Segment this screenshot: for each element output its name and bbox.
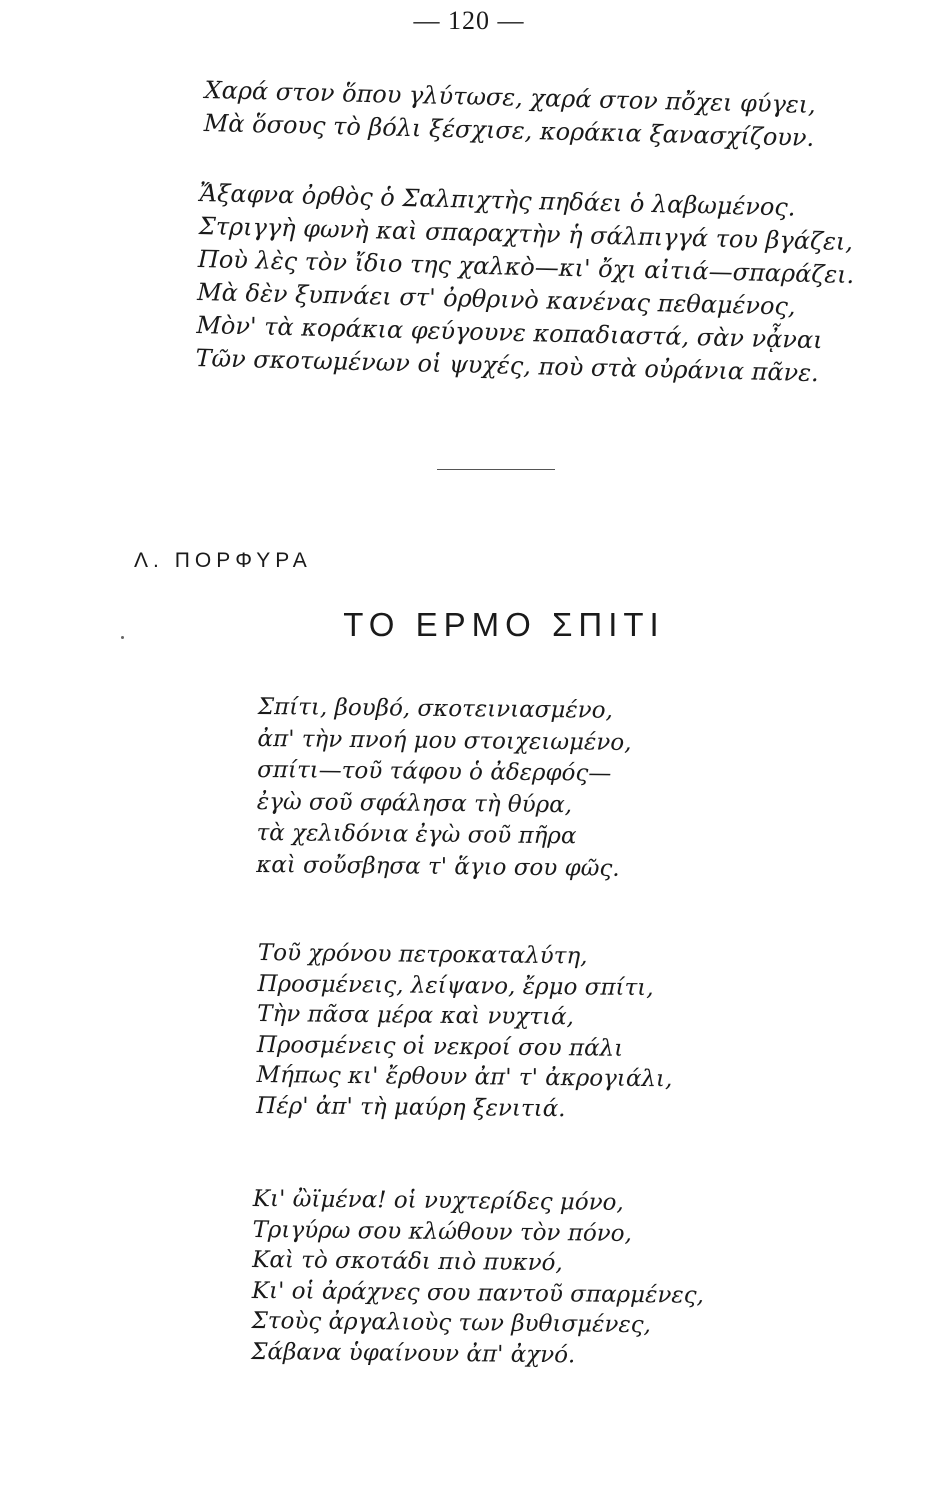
verse-line: Μὰ ὅσους τὸ βόλι ξέσχισε, κοράκια ξανασχίζουν. [203,108,815,152]
verse-line: Ἄξαφνα ὀρθὸς ὁ Σαλπιχτὴς πηδάει ὁ λαβωμένος. [199,178,796,222]
verse-line: Στοὺς ἀργαλιοὺς των βυθισμένες, [251,1307,652,1339]
poem-author: Λ. ΠΟΡΦΥΡΑ [134,549,312,572]
verse-line: Κι' οἱ ἀράχνες σου παντοῦ σπαρμένες, [251,1277,705,1309]
verse-line: Στριγγὴ φωνὴ καὶ σπαραχτὴν ἡ σάλπιγγά του βγάζει, [198,211,854,256]
page-number: — 120 — [413,6,525,35]
verse-line: Πέρ' ἀπ' τὴ μαύρη ξενιτιά. [256,1092,566,1122]
verse-line: σπίτι—τοῦ τάφου ὁ ἀδερφός— [257,756,612,787]
verse-line: ἐγὼ σοῦ σφάλησα τὴ θύρα, [256,788,573,818]
poem-title: ΤΟ ΕΡΜΟ ΣΠΙΤΙ [343,606,665,643]
verse-line: Κι' ὢϊμένα! οἱ νυχτερίδες μόνο, [252,1185,624,1216]
verse-line: Τὴν πᾶσα μέρα καὶ νυχτιά, [257,1000,575,1031]
verse-line: τὰ χελιδόνια ἐγὼ σοῦ πῆρα [256,819,577,850]
verse-line: Προσμένεις, λείψανο, ἔρμο σπίτι, [257,970,654,1001]
verse-line: Ποὺ λὲς τὸν ἴδιο της χαλκὸ—κι' ὄχι αἰτιά—σπαράζει. [197,244,855,290]
verse-line: ἀπ' τὴν πνοή μου στοιχειωμένο, [257,725,632,756]
verse-line: Τοῦ χρόνου πετροκαταλύτη, [257,939,588,970]
verse-line: καὶ σοὔσβησα τ' ἅγιο σου φῶς. [256,851,620,882]
poem-stanza-3 [251,1184,705,1372]
verse-line: Μήπως κι' ἔρθουν ἀπ' τ' ἀκρογιάλι, [256,1061,673,1093]
previous-poem-stanza-2 [195,177,856,391]
verse-line: Μὰ δὲν ξυπνάει στ' ὀρθρινὸ κανένας πεθαμένος, [196,277,796,321]
verse-line: Προσμένεις οἱ νεκροί σου πάλι [256,1031,624,1062]
verse-line: Μὸν' τὰ κοράκια φεύγουνε κοπαδιαστά, σὰν νᾆναι [196,310,823,355]
poem-stanza-1 [256,692,632,885]
verse-line: Τῶν σκοτωμένων οἱ ψυχές, ποὺ στὰ οὐράνια πᾶνε. [195,343,820,388]
verse-line: Καὶ τὸ σκοτάδι πιὸ πυκνό, [252,1246,563,1277]
verse-line: Χαρά στον ὅπου γλύτωσε, χαρά στον πὄχει φύγει, [204,75,817,119]
verse-line: Τριγύρω σου κλώθουν τὸν πόνο, [252,1216,633,1247]
section-divider [437,469,555,470]
verse-line: Σπίτι, βουβό, σκοτεινιασμένο, [257,693,613,724]
previous-poem-stanza-1 [203,74,816,155]
poem-stanza-2 [256,938,674,1125]
verse-line: Σάβανα ὑφαίνουν ἀπ' ἀχνό. [251,1338,576,1368]
